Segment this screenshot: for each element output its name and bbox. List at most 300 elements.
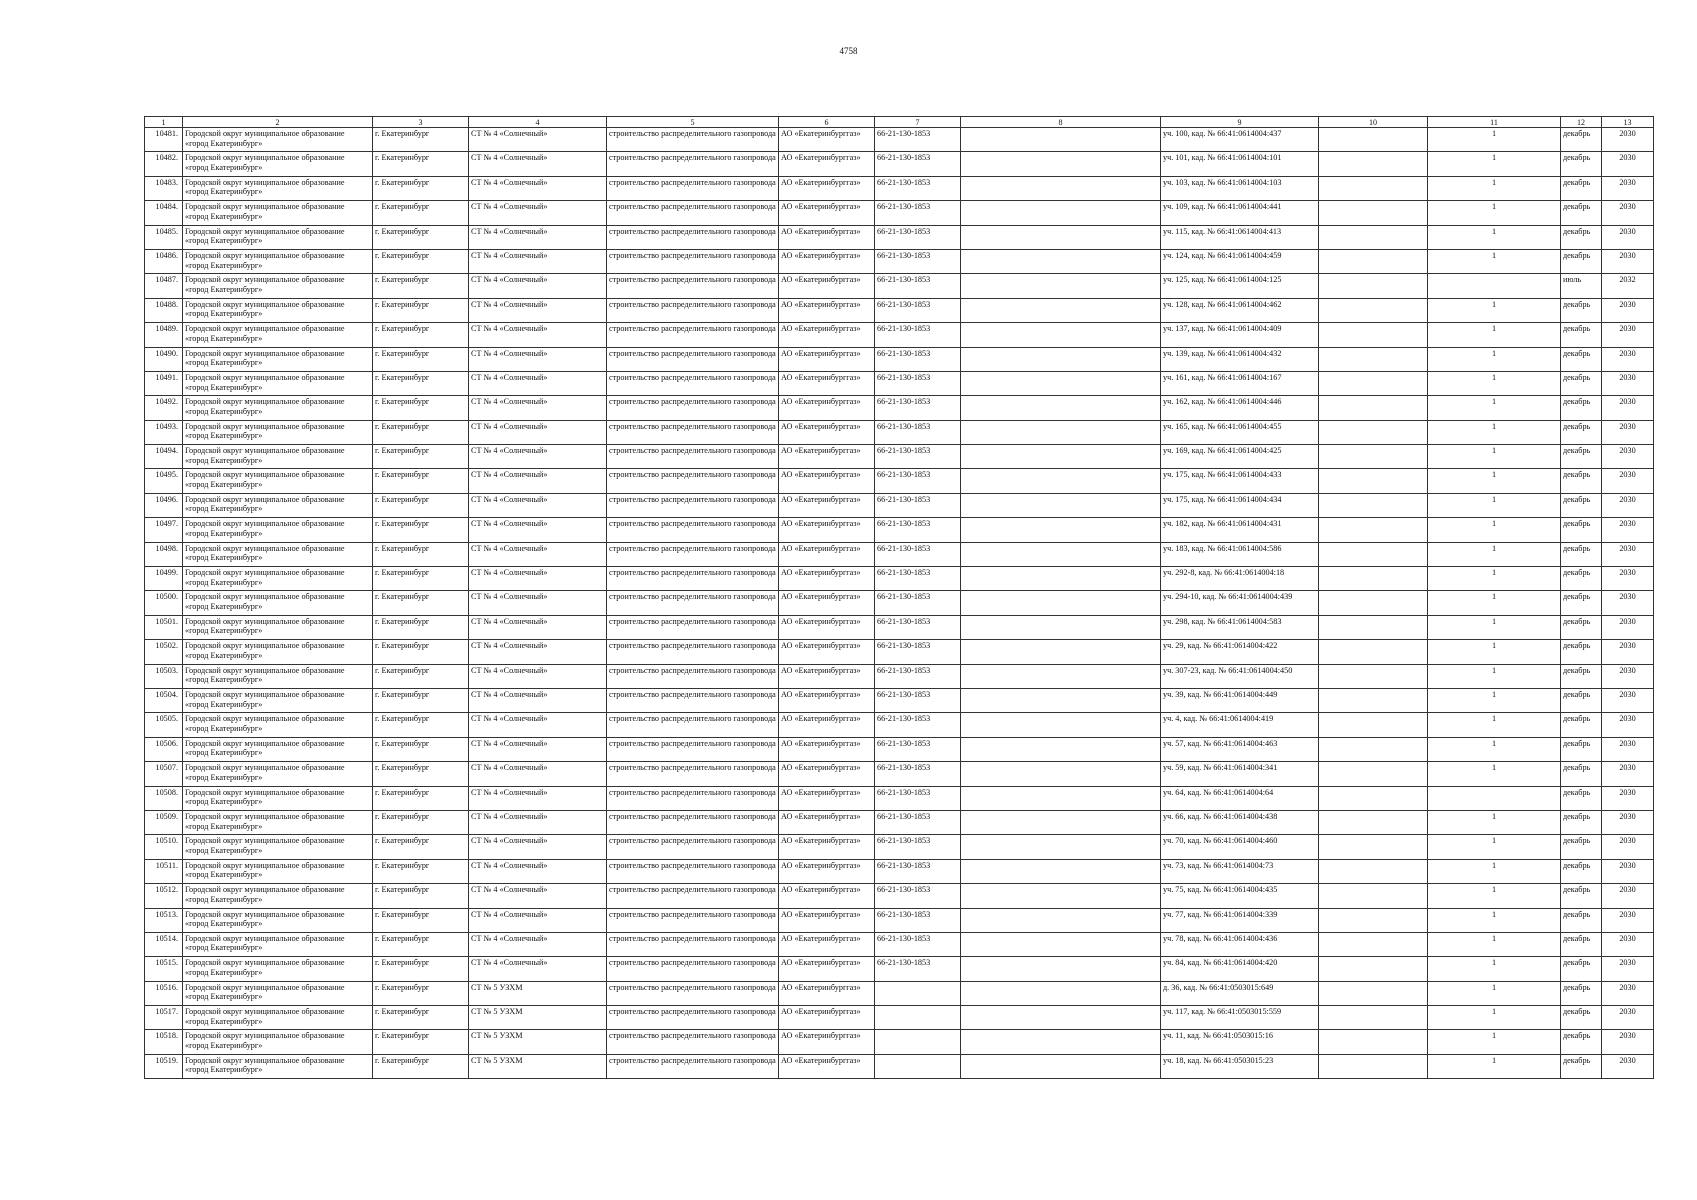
table-cell-col-5: строительство распределительного газопровода — [607, 762, 779, 786]
table-cell-col-5: строительство распределительного газопровода — [607, 1030, 779, 1054]
table-cell-col-10 — [1319, 176, 1428, 200]
table-cell-col-1: 10519. — [145, 1054, 183, 1078]
table-cell-col-11: 1 — [1428, 908, 1561, 932]
table-cell-col-2: Городской округ муниципальное образование «город Екатеринбург» — [183, 518, 373, 542]
table-cell-col-8 — [961, 664, 1161, 688]
table-cell-col-13: 2030 — [1602, 420, 1654, 444]
column-header: 6 — [779, 117, 875, 128]
table-cell-col-5: строительство распределительного газопровода — [607, 810, 779, 834]
table-cell-col-3: г. Екатеринбург — [373, 347, 469, 371]
table-cell-col-6: АО «Екатеринбурггаз» — [779, 664, 875, 688]
table-cell-col-5: строительство распределительного газопровода — [607, 567, 779, 591]
table-cell-col-11: 1 — [1428, 347, 1561, 371]
table-cell-col-9: уч. 115, кад. № 66:41:0614004:413 — [1161, 225, 1319, 249]
table-row — [145, 640, 1654, 664]
column-header: 13 — [1602, 117, 1654, 128]
table-cell-col-10 — [1319, 1054, 1428, 1078]
table-cell-col-3: г. Екатеринбург — [373, 518, 469, 542]
table-cell-col-9: уч. 128, кад. № 66:41:0614004:462 — [1161, 298, 1319, 322]
table-cell-col-4: СТ № 4 «Солнечный» — [469, 713, 607, 737]
table-cell-col-13: 2030 — [1602, 518, 1654, 542]
table-cell-col-1: 10490. — [145, 347, 183, 371]
table-cell-col-1: 10511. — [145, 859, 183, 883]
table-cell-col-1: 10487. — [145, 274, 183, 298]
table-row — [145, 347, 1654, 371]
table-cell-col-6: АО «Екатеринбурггаз» — [779, 908, 875, 932]
table-cell-col-13: 2030 — [1602, 201, 1654, 225]
table-cell-col-5: строительство распределительного газопровода — [607, 835, 779, 859]
table-cell-col-8 — [961, 274, 1161, 298]
table-cell-col-12: июль — [1561, 274, 1602, 298]
table-cell-col-12: декабрь — [1561, 128, 1602, 152]
table-cell-col-5: строительство распределительного газопровода — [607, 298, 779, 322]
table-row — [145, 249, 1654, 273]
table-cell-col-3: г. Екатеринбург — [373, 859, 469, 883]
table-cell-col-13: 2030 — [1602, 908, 1654, 932]
table-cell-col-12: декабрь — [1561, 518, 1602, 542]
table-row — [145, 591, 1654, 615]
table-cell-col-4: СТ № 4 «Солнечный» — [469, 420, 607, 444]
table-cell-col-6: АО «Екатеринбурггаз» — [779, 420, 875, 444]
table-cell-col-5: строительство распределительного газопровода — [607, 249, 779, 273]
table-cell-col-7: 66-21-130-1853 — [875, 786, 961, 810]
table-cell-col-13: 2030 — [1602, 859, 1654, 883]
table-cell-col-5: строительство распределительного газопровода — [607, 1006, 779, 1030]
table-cell-col-8 — [961, 128, 1161, 152]
table-cell-col-10 — [1319, 249, 1428, 273]
table-cell-col-11: 1 — [1428, 567, 1561, 591]
table-cell-col-5: строительство распределительного газопровода — [607, 201, 779, 225]
table-cell-col-1: 10513. — [145, 908, 183, 932]
table-cell-col-10 — [1319, 713, 1428, 737]
table-cell-col-3: г. Екатеринбург — [373, 274, 469, 298]
table-cell-col-4: СТ № 4 «Солнечный» — [469, 201, 607, 225]
table-cell-col-4: СТ № 4 «Солнечный» — [469, 274, 607, 298]
table-cell-col-11: 1 — [1428, 1054, 1561, 1078]
table-row — [145, 542, 1654, 566]
table-cell-col-13: 2030 — [1602, 591, 1654, 615]
table-cell-col-11: 1 — [1428, 493, 1561, 517]
table-cell-col-2: Городской округ муниципальное образование «город Екатеринбург» — [183, 493, 373, 517]
table-row — [145, 225, 1654, 249]
table-cell-col-3: г. Екатеринбург — [373, 762, 469, 786]
table-cell-col-3: г. Екатеринбург — [373, 884, 469, 908]
table-cell-col-8 — [961, 371, 1161, 395]
table-cell-col-10 — [1319, 396, 1428, 420]
table-cell-col-3: г. Екатеринбург — [373, 225, 469, 249]
table-cell-col-6: АО «Екатеринбурггаз» — [779, 152, 875, 176]
table-cell-col-7: 66-21-130-1853 — [875, 298, 961, 322]
table-cell-col-6: АО «Екатеринбурггаз» — [779, 542, 875, 566]
table-cell-col-13: 2030 — [1602, 640, 1654, 664]
table-cell-col-5: строительство распределительного газопровода — [607, 640, 779, 664]
table-cell-col-9: уч. 66, кад. № 66:41:0614004:438 — [1161, 810, 1319, 834]
table-cell-col-10 — [1319, 493, 1428, 517]
table-cell-col-2: Городской округ муниципальное образование «город Екатеринбург» — [183, 615, 373, 639]
table-cell-col-1: 10507. — [145, 762, 183, 786]
table-cell-col-6: АО «Екатеринбурггаз» — [779, 249, 875, 273]
table-cell-col-2: Городской округ муниципальное образование «город Екатеринбург» — [183, 957, 373, 981]
table-row — [145, 493, 1654, 517]
table-cell-col-11: 1 — [1428, 640, 1561, 664]
table-cell-col-3: г. Екатеринбург — [373, 567, 469, 591]
table-cell-col-9: уч. 64, кад. № 66:41:0614004:64 — [1161, 786, 1319, 810]
table-cell-col-12: декабрь — [1561, 1030, 1602, 1054]
table-cell-col-1: 10488. — [145, 298, 183, 322]
table-cell-col-9: уч. 4, кад. № 66:41:0614004:419 — [1161, 713, 1319, 737]
table-cell-col-6: АО «Екатеринбурггаз» — [779, 567, 875, 591]
table-cell-col-1: 10483. — [145, 176, 183, 200]
table-cell-col-6: АО «Екатеринбурггаз» — [779, 835, 875, 859]
table-cell-col-13: 2030 — [1602, 981, 1654, 1005]
table-cell-col-12: декабрь — [1561, 908, 1602, 932]
table-cell-col-4: СТ № 4 «Солнечный» — [469, 786, 607, 810]
table-cell-col-13: 2030 — [1602, 688, 1654, 712]
table-cell-col-8 — [961, 469, 1161, 493]
table-cell-col-11: 1 — [1428, 201, 1561, 225]
table-cell-col-13: 2030 — [1602, 1054, 1654, 1078]
table-cell-col-2: Городской округ муниципальное образование «город Екатеринбург» — [183, 859, 373, 883]
table-cell-col-9: уч. 70, кад. № 66:41:0614004:460 — [1161, 835, 1319, 859]
table-cell-col-12: декабрь — [1561, 591, 1602, 615]
table-cell-col-13: 2030 — [1602, 713, 1654, 737]
table-cell-col-12: декабрь — [1561, 176, 1602, 200]
table-cell-col-7 — [875, 981, 961, 1005]
table-cell-col-10 — [1319, 347, 1428, 371]
table-cell-col-4: СТ № 4 «Солнечный» — [469, 615, 607, 639]
table-cell-col-13: 2030 — [1602, 932, 1654, 956]
table-cell-col-3: г. Екатеринбург — [373, 713, 469, 737]
table-cell-col-4: СТ № 4 «Солнечный» — [469, 396, 607, 420]
table-cell-col-2: Городской округ муниципальное образование «город Екатеринбург» — [183, 176, 373, 200]
table-cell-col-1: 10515. — [145, 957, 183, 981]
table-cell-col-2: Городской округ муниципальное образование «город Екатеринбург» — [183, 396, 373, 420]
table-cell-col-1: 10497. — [145, 518, 183, 542]
table-cell-col-9: уч. 39, кад. № 66:41:0614004:449 — [1161, 688, 1319, 712]
table-cell-col-7: 66-21-130-1853 — [875, 396, 961, 420]
table-cell-col-7: 66-21-130-1853 — [875, 493, 961, 517]
table-cell-col-9: уч. 73, кад. № 66:41:0614004:73 — [1161, 859, 1319, 883]
table-cell-col-2: Городской округ муниципальное образование «город Екатеринбург» — [183, 567, 373, 591]
table-cell-col-5: строительство распределительного газопровода — [607, 542, 779, 566]
table-cell-col-8 — [961, 567, 1161, 591]
table-cell-col-13: 2030 — [1602, 128, 1654, 152]
table-cell-col-8 — [961, 176, 1161, 200]
table-cell-col-2: Городской округ муниципальное образование «город Екатеринбург» — [183, 810, 373, 834]
table-cell-col-9: уч. 165, кад. № 66:41:0614004:455 — [1161, 420, 1319, 444]
table-row — [145, 298, 1654, 322]
table-cell-col-12: декабрь — [1561, 884, 1602, 908]
table-cell-col-3: г. Екатеринбург — [373, 1054, 469, 1078]
table-cell-col-5: строительство распределительного газопровода — [607, 152, 779, 176]
table-cell-col-6: АО «Екатеринбурггаз» — [779, 347, 875, 371]
table-cell-col-1: 10503. — [145, 664, 183, 688]
table-cell-col-6: АО «Екатеринбурггаз» — [779, 225, 875, 249]
table-cell-col-2: Городской округ муниципальное образование «город Екатеринбург» — [183, 1054, 373, 1078]
table-cell-col-11: 1 — [1428, 445, 1561, 469]
table-cell-col-11: 1 — [1428, 884, 1561, 908]
table-cell-col-10 — [1319, 957, 1428, 981]
table-cell-col-10 — [1319, 762, 1428, 786]
table-cell-col-8 — [961, 810, 1161, 834]
table-cell-col-6: АО «Екатеринбурггаз» — [779, 493, 875, 517]
table-row — [145, 152, 1654, 176]
table-cell-col-13: 2030 — [1602, 493, 1654, 517]
table-cell-col-6: АО «Екатеринбурггаз» — [779, 371, 875, 395]
table-row — [145, 567, 1654, 591]
table-cell-col-8 — [961, 347, 1161, 371]
table-cell-col-10 — [1319, 640, 1428, 664]
table-cell-col-2: Городской округ муниципальное образование «город Екатеринбург» — [183, 713, 373, 737]
table-cell-col-4: СТ № 4 «Солнечный» — [469, 640, 607, 664]
table-cell-col-7: 66-21-130-1853 — [875, 810, 961, 834]
table-cell-col-2: Городской округ муниципальное образование «город Екатеринбург» — [183, 542, 373, 566]
table-cell-col-7: 66-21-130-1853 — [875, 884, 961, 908]
table-cell-col-13: 2030 — [1602, 323, 1654, 347]
table-cell-col-9: уч. 84, кад. № 66:41:0614004:420 — [1161, 957, 1319, 981]
table-cell-col-1: 10485. — [145, 225, 183, 249]
table-cell-col-12: декабрь — [1561, 640, 1602, 664]
table-cell-col-13: 2032 — [1602, 274, 1654, 298]
table-cell-col-7: 66-21-130-1853 — [875, 762, 961, 786]
column-header: 10 — [1319, 117, 1428, 128]
table-cell-col-2: Городской округ муниципальное образование «город Екатеринбург» — [183, 274, 373, 298]
table-cell-col-11: 1 — [1428, 225, 1561, 249]
table-row — [145, 957, 1654, 981]
table-cell-col-10 — [1319, 445, 1428, 469]
table-cell-col-7: 66-21-130-1853 — [875, 323, 961, 347]
table-cell-col-3: г. Екатеринбург — [373, 469, 469, 493]
table-cell-col-7: 66-21-130-1853 — [875, 615, 961, 639]
table-cell-col-4: СТ № 4 «Солнечный» — [469, 884, 607, 908]
table-cell-col-5: строительство распределительного газопровода — [607, 615, 779, 639]
table-cell-col-3: г. Екатеринбург — [373, 908, 469, 932]
table-row — [145, 932, 1654, 956]
table-cell-col-3: г. Екатеринбург — [373, 957, 469, 981]
table-cell-col-4: СТ № 4 «Солнечный» — [469, 323, 607, 347]
table-cell-col-10 — [1319, 786, 1428, 810]
table-cell-col-7: 66-21-130-1853 — [875, 688, 961, 712]
table-cell-col-4: СТ № 4 «Солнечный» — [469, 859, 607, 883]
table-cell-col-12: декабрь — [1561, 445, 1602, 469]
table-cell-col-3: г. Екатеринбург — [373, 786, 469, 810]
table-cell-col-13: 2030 — [1602, 810, 1654, 834]
table-cell-col-7: 66-21-130-1853 — [875, 128, 961, 152]
table-cell-col-12: декабрь — [1561, 835, 1602, 859]
table-cell-col-3: г. Екатеринбург — [373, 371, 469, 395]
table-cell-col-4: СТ № 4 «Солнечный» — [469, 688, 607, 712]
table-row — [145, 1054, 1654, 1078]
table-cell-col-8 — [961, 445, 1161, 469]
table-cell-col-2: Городской округ муниципальное образование «город Екатеринбург» — [183, 932, 373, 956]
table-cell-col-11: 1 — [1428, 396, 1561, 420]
table-cell-col-9: уч. 139, кад. № 66:41:0614004:432 — [1161, 347, 1319, 371]
table-cell-col-4: СТ № 5 УЗХМ — [469, 1054, 607, 1078]
table-cell-col-13: 2030 — [1602, 567, 1654, 591]
table-cell-col-1: 10517. — [145, 1006, 183, 1030]
table-cell-col-3: г. Екатеринбург — [373, 664, 469, 688]
table-cell-col-3: г. Екатеринбург — [373, 981, 469, 1005]
table-cell-col-4: СТ № 4 «Солнечный» — [469, 591, 607, 615]
table-row — [145, 201, 1654, 225]
column-header: 7 — [875, 117, 961, 128]
table-cell-col-1: 10501. — [145, 615, 183, 639]
table-cell-col-4: СТ № 4 «Солнечный» — [469, 298, 607, 322]
table-cell-col-8 — [961, 225, 1161, 249]
table-cell-col-11: 1 — [1428, 591, 1561, 615]
table-cell-col-3: г. Екатеринбург — [373, 128, 469, 152]
table-cell-col-8 — [961, 396, 1161, 420]
table-row — [145, 615, 1654, 639]
table-cell-col-5: строительство распределительного газопровода — [607, 225, 779, 249]
table-cell-col-1: 10505. — [145, 713, 183, 737]
table-cell-col-11: 1 — [1428, 835, 1561, 859]
table-cell-col-13: 2030 — [1602, 884, 1654, 908]
table-cell-col-9: уч. 183, кад. № 66:41:0614004:586 — [1161, 542, 1319, 566]
table-row — [145, 1030, 1654, 1054]
table-cell-col-4: СТ № 4 «Солнечный» — [469, 810, 607, 834]
table-cell-col-12: декабрь — [1561, 932, 1602, 956]
table-cell-col-10 — [1319, 542, 1428, 566]
table-cell-col-13: 2030 — [1602, 1006, 1654, 1030]
table-cell-col-8 — [961, 1054, 1161, 1078]
table-cell-col-12: декабрь — [1561, 1006, 1602, 1030]
table-cell-col-8 — [961, 859, 1161, 883]
table-cell-col-11 — [1428, 786, 1561, 810]
table-cell-col-1: 10494. — [145, 445, 183, 469]
table-cell-col-7: 66-21-130-1853 — [875, 737, 961, 761]
table-cell-col-12: декабрь — [1561, 981, 1602, 1005]
header-row — [145, 117, 1654, 128]
table-cell-col-12: декабрь — [1561, 615, 1602, 639]
table-cell-col-11: 1 — [1428, 323, 1561, 347]
table-cell-col-12: декабрь — [1561, 664, 1602, 688]
table-cell-col-2: Городской округ муниципальное образование «город Екатеринбург» — [183, 688, 373, 712]
table-cell-col-7: 66-21-130-1853 — [875, 225, 961, 249]
table-cell-col-1: 10493. — [145, 420, 183, 444]
table-cell-col-9: уч. 182, кад. № 66:41:0614004:431 — [1161, 518, 1319, 542]
table-cell-col-5: строительство распределительного газопровода — [607, 664, 779, 688]
table-cell-col-10 — [1319, 835, 1428, 859]
table-cell-col-9: уч. 77, кад. № 66:41:0614004:339 — [1161, 908, 1319, 932]
table-cell-col-12: декабрь — [1561, 225, 1602, 249]
table-cell-col-11: 1 — [1428, 762, 1561, 786]
table-cell-col-3: г. Екатеринбург — [373, 810, 469, 834]
table-cell-col-1: 10495. — [145, 469, 183, 493]
table-cell-col-4: СТ № 4 «Солнечный» — [469, 737, 607, 761]
table-cell-col-13: 2030 — [1602, 1030, 1654, 1054]
table-cell-col-9: уч. 307-23, кад. № 66:41:0614004:450 — [1161, 664, 1319, 688]
table-cell-col-7: 66-21-130-1853 — [875, 567, 961, 591]
table-cell-col-10 — [1319, 932, 1428, 956]
table-cell-col-6: АО «Екатеринбурггаз» — [779, 737, 875, 761]
table-cell-col-7: 66-21-130-1853 — [875, 445, 961, 469]
column-header: 8 — [961, 117, 1161, 128]
table-row — [145, 323, 1654, 347]
table-cell-col-12: декабрь — [1561, 201, 1602, 225]
table-cell-col-12: декабрь — [1561, 688, 1602, 712]
table-cell-col-8 — [961, 908, 1161, 932]
table-cell-col-1: 10514. — [145, 932, 183, 956]
column-header: 1 — [145, 117, 183, 128]
table-cell-col-1: 10489. — [145, 323, 183, 347]
table-row — [145, 396, 1654, 420]
table-cell-col-4: СТ № 5 УЗХМ — [469, 1030, 607, 1054]
table-cell-col-8 — [961, 932, 1161, 956]
table-cell-col-10 — [1319, 420, 1428, 444]
table-cell-col-2: Городской округ муниципальное образование «город Екатеринбург» — [183, 981, 373, 1005]
table-cell-col-11: 1 — [1428, 152, 1561, 176]
table-cell-col-12: декабрь — [1561, 249, 1602, 273]
table-cell-col-10 — [1319, 908, 1428, 932]
table-cell-col-9: уч. 109, кад. № 66:41:0614004:441 — [1161, 201, 1319, 225]
table-cell-col-9: уч. 294-10, кад. № 66:41:0614004:439 — [1161, 591, 1319, 615]
table-cell-col-4: СТ № 4 «Солнечный» — [469, 542, 607, 566]
table-cell-col-11: 1 — [1428, 371, 1561, 395]
table-cell-col-11: 1 — [1428, 981, 1561, 1005]
table-cell-col-2: Городской округ муниципальное образование «город Екатеринбург» — [183, 201, 373, 225]
table-cell-col-6: АО «Екатеринбурггаз» — [779, 445, 875, 469]
table-cell-col-3: г. Екатеринбург — [373, 201, 469, 225]
table-cell-col-1: 10502. — [145, 640, 183, 664]
table-cell-col-9: уч. 175, кад. № 66:41:0614004:433 — [1161, 469, 1319, 493]
table-cell-col-7: 66-21-130-1853 — [875, 249, 961, 273]
table-cell-col-9: уч. 161, кад. № 66:41:0614004:167 — [1161, 371, 1319, 395]
table-cell-col-5: строительство распределительного газопровода — [607, 420, 779, 444]
table-cell-col-11: 1 — [1428, 932, 1561, 956]
table-cell-col-13: 2030 — [1602, 396, 1654, 420]
table-cell-col-5: строительство распределительного газопровода — [607, 518, 779, 542]
table-cell-col-9: уч. 75, кад. № 66:41:0614004:435 — [1161, 884, 1319, 908]
table-row — [145, 762, 1654, 786]
table-cell-col-10 — [1319, 591, 1428, 615]
table-cell-col-7: 66-21-130-1853 — [875, 713, 961, 737]
table-cell-col-13: 2030 — [1602, 176, 1654, 200]
table-cell-col-7: 66-21-130-1853 — [875, 908, 961, 932]
table-cell-col-7: 66-21-130-1853 — [875, 420, 961, 444]
table-cell-col-4: СТ № 4 «Солнечный» — [469, 493, 607, 517]
table-cell-col-5: строительство распределительного газопровода — [607, 957, 779, 981]
table-cell-col-3: г. Екатеринбург — [373, 1030, 469, 1054]
table-cell-col-6: АО «Екатеринбурггаз» — [779, 713, 875, 737]
table-row — [145, 859, 1654, 883]
table-cell-col-7: 66-21-130-1853 — [875, 371, 961, 395]
table-cell-col-5: строительство распределительного газопровода — [607, 128, 779, 152]
table-cell-col-1: 10498. — [145, 542, 183, 566]
table-cell-col-3: г. Екатеринбург — [373, 591, 469, 615]
table-row — [145, 1006, 1654, 1030]
table-cell-col-8 — [961, 615, 1161, 639]
table-cell-col-8 — [961, 298, 1161, 322]
table-cell-col-6: АО «Екатеринбурггаз» — [779, 932, 875, 956]
table-cell-col-13: 2030 — [1602, 298, 1654, 322]
table-cell-col-2: Городской округ муниципальное образование «город Екатеринбург» — [183, 128, 373, 152]
table-cell-col-9: уч. 78, кад. № 66:41:0614004:436 — [1161, 932, 1319, 956]
table-cell-col-1: 10510. — [145, 835, 183, 859]
table-cell-col-7 — [875, 1054, 961, 1078]
table-cell-col-2: Городской округ муниципальное образование «город Екатеринбург» — [183, 249, 373, 273]
table-cell-col-6: АО «Екатеринбурггаз» — [779, 859, 875, 883]
table-cell-col-2: Городской округ муниципальное образование «город Екатеринбург» — [183, 1006, 373, 1030]
table-cell-col-12: декабрь — [1561, 152, 1602, 176]
table-cell-col-10 — [1319, 688, 1428, 712]
table-cell-col-10 — [1319, 737, 1428, 761]
table-cell-col-1: 10491. — [145, 371, 183, 395]
table-cell-col-1: 10506. — [145, 737, 183, 761]
table-cell-col-13: 2030 — [1602, 664, 1654, 688]
table-cell-col-8 — [961, 201, 1161, 225]
table-cell-col-1: 10518. — [145, 1030, 183, 1054]
